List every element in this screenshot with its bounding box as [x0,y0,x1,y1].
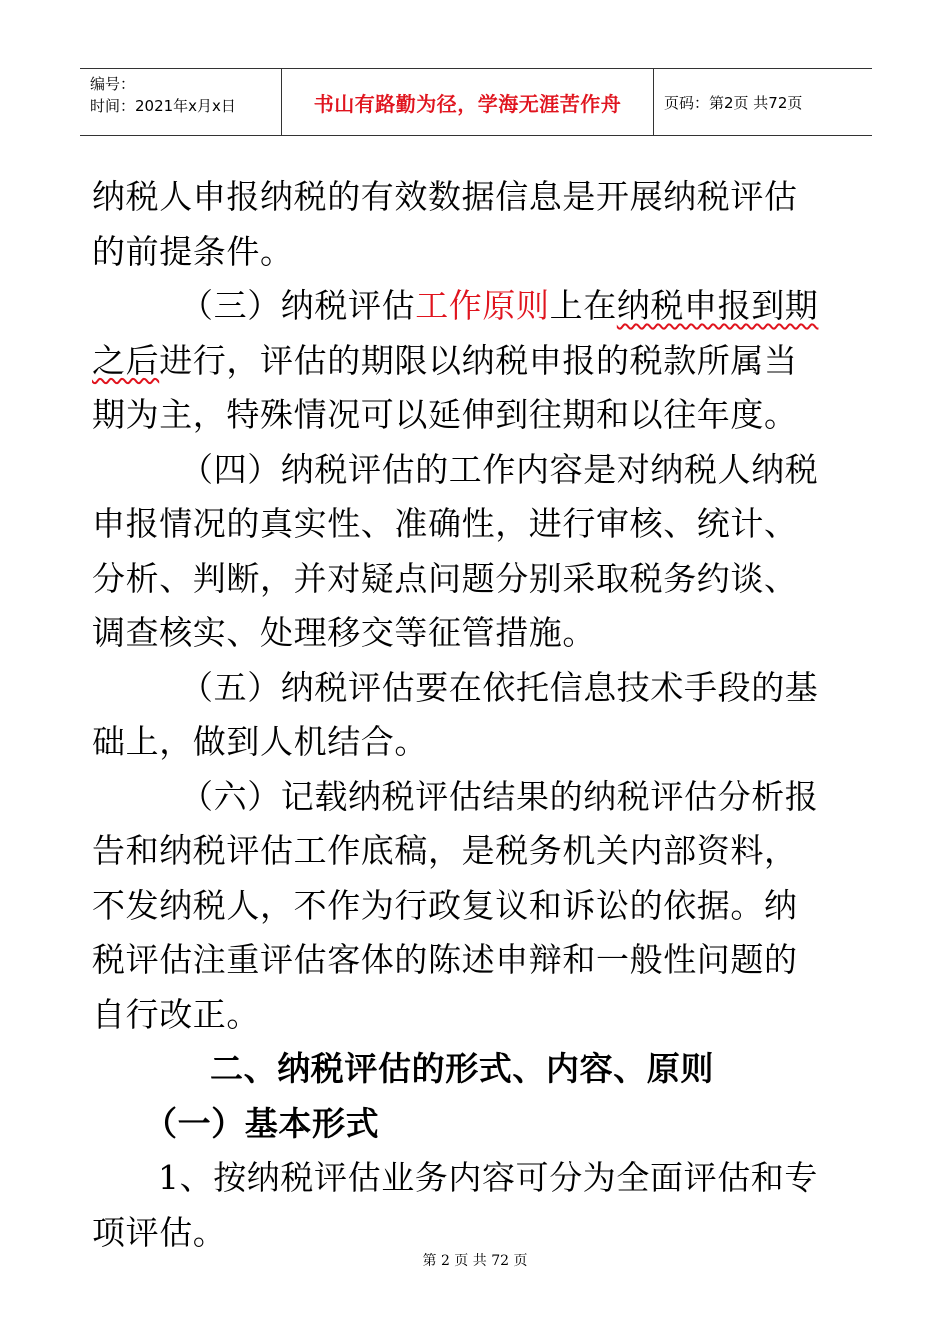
body-line: （六）记载纳税评估结果的纳税评估分析报 [180,776,819,816]
text-run: 进行，评估的期限以纳税申报的税款所属当 [159,340,798,380]
body-line: 告和纳税评估工作底稿，是税务机关内部资料， [92,831,798,870]
header-meta [80,69,282,135]
header-number-label: 编号： [90,75,136,93]
text-run: （三）纳税评估 [180,286,416,325]
header-date-label: 时间：2021年x月x日 [90,97,236,115]
page-footer: 第 2 页 共 72 页 [422,1253,528,1269]
subsection-heading: （一）基本形式 [144,1103,380,1143]
body-line: 项评估。 [92,1212,227,1252]
paragraph-three-line1 [92,279,852,334]
paragraph-three-line2 [92,334,852,389]
body-line: 自行改正。 [92,994,260,1034]
document-body [92,170,852,1260]
wavy-underlined-text: 之后 [92,340,160,380]
body-line: （四）纳税评估的工作内容是对纳税人纳税 [180,449,819,489]
body-line: 分析、判断，并对疑点问题分别采取税务约谈、 [92,558,798,598]
body-line: 的前提条件。 [92,231,294,271]
body-line: 1、按纳税评估业务内容可分为全面评估和专 [158,1158,818,1197]
body-line: 税评估注重评估客体的陈述申辩和一般性问题的 [92,940,798,979]
document-header [80,68,872,136]
body-line: 期为主，特殊情况可以延伸到往期和以往年度。 [92,395,798,434]
body-line: 纳税人申报纳税的有效数据信息是开展纳税评估 [92,177,798,216]
body-line: 调查核实、处理移交等征管措施。 [92,613,596,652]
highlight-text: 工作原则 [415,286,550,325]
header-page-info: 页码：第2页 共72页 [664,93,803,112]
body-line: 申报情况的真实性、准确性，进行审核、统计、 [92,504,798,543]
text-run: 上在 [549,286,617,325]
body-line: （五）纳税评估要在依托信息技术手段的基 [180,667,819,707]
header-motto: 书山有路勤为径，学海无涯苦作舟 [282,69,654,135]
wavy-underlined-text: 纳税申报到期 [616,286,819,325]
section-heading: 二、纳税评估的形式、内容、原则 [210,1049,714,1088]
body-line: 础上，做到人机结合。 [92,722,428,761]
body-line: 不发纳税人，不作为行政复议和诉讼的依据。纳 [92,885,798,925]
